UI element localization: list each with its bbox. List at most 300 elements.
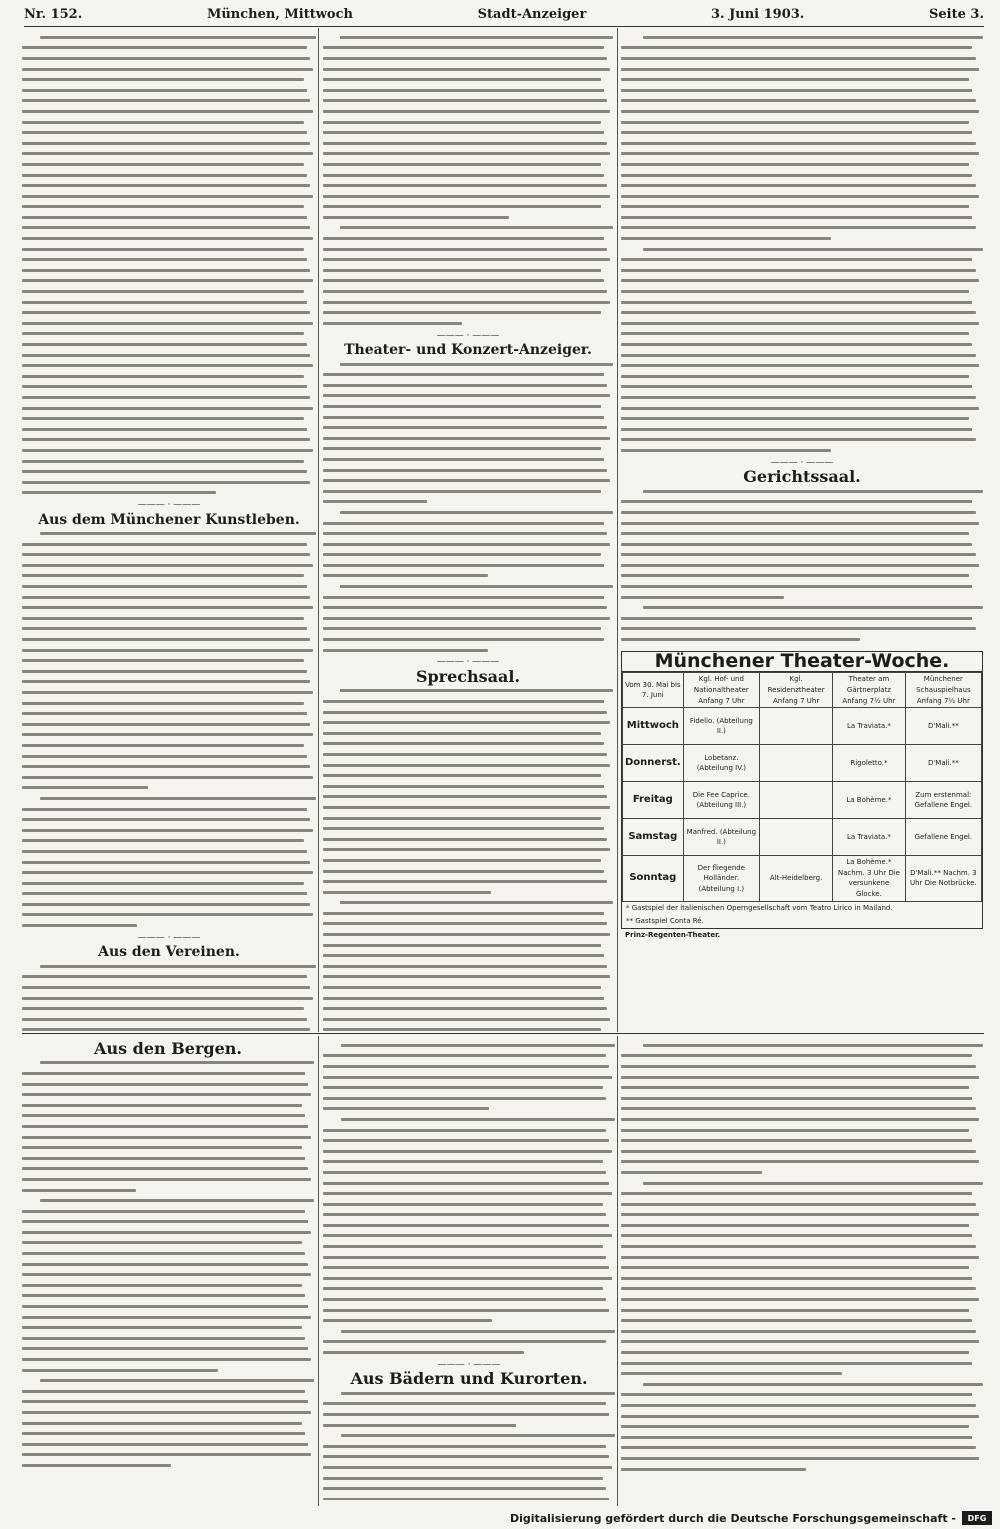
text-line — [22, 1407, 314, 1418]
text-line — [323, 159, 613, 170]
text-line — [621, 1390, 983, 1401]
text-line — [323, 1114, 615, 1125]
text-block — [621, 244, 983, 456]
text-line — [323, 717, 613, 728]
text-line — [621, 1326, 983, 1337]
text-line — [323, 781, 613, 792]
text-line — [621, 1411, 983, 1422]
text-line — [323, 265, 613, 276]
text-line — [621, 1305, 983, 1316]
text-line — [22, 666, 316, 677]
table-cell: La Bohème.* Nachm. 3 Uhr Die versunkene Glocke. — [833, 856, 906, 901]
text-line — [22, 846, 316, 857]
text-line — [323, 1473, 615, 1484]
text-line — [323, 369, 613, 380]
text-line — [323, 770, 613, 781]
text-line — [323, 1337, 615, 1348]
text-line — [621, 1464, 983, 1475]
text-line — [22, 993, 316, 1004]
text-line — [323, 539, 613, 550]
text-line — [22, 571, 316, 582]
separator: ——— · ——— — [137, 932, 201, 943]
text-line — [22, 539, 316, 550]
text-line — [22, 899, 316, 910]
text-line — [22, 1269, 314, 1280]
text-line — [22, 1195, 314, 1206]
text-line — [22, 1322, 314, 1333]
text-line — [621, 581, 983, 592]
text-line — [621, 1241, 983, 1252]
issue-number: Nr. 152. — [24, 6, 83, 22]
text-line — [621, 360, 983, 371]
text-line — [621, 318, 983, 329]
text-block — [22, 1195, 314, 1375]
text-line — [323, 1430, 615, 1441]
text-line — [22, 1100, 314, 1111]
text-line — [22, 360, 316, 371]
column-1 — [22, 32, 316, 1032]
text-line — [22, 1386, 314, 1397]
text-block — [323, 686, 613, 898]
text-line — [22, 1460, 314, 1471]
table-row — [623, 856, 982, 901]
text-line — [621, 1082, 983, 1093]
table-row — [623, 708, 982, 745]
text-line — [621, 1220, 983, 1231]
text-line — [621, 191, 983, 202]
text-line — [22, 836, 316, 847]
page-header — [24, 2, 984, 27]
text-line — [22, 1185, 314, 1196]
text-line — [323, 1014, 613, 1025]
text-line — [22, 920, 316, 931]
text-line — [22, 560, 316, 571]
text-block — [22, 528, 316, 793]
text-line — [323, 972, 613, 983]
theater-week-box — [621, 651, 983, 929]
text-line — [323, 898, 613, 909]
text-line — [323, 571, 613, 582]
text-line — [323, 1188, 615, 1199]
text-line — [621, 634, 983, 645]
text-line — [323, 297, 613, 308]
text-line — [621, 1273, 983, 1284]
text-line — [621, 127, 983, 138]
text-line — [22, 413, 316, 424]
issue-date: 3. Juni 1903. — [711, 6, 805, 22]
paper-name: Stadt-Anzeiger — [477, 6, 587, 22]
text-line — [22, 1003, 316, 1014]
text-line — [621, 53, 983, 64]
footnote: * Gastspiel der italienischen Operngesellschaft vom Teatro Lirico in Mailand. — [626, 903, 893, 912]
text-block — [323, 1114, 615, 1326]
text-line — [22, 159, 316, 170]
bottom-column-3 — [621, 1040, 983, 1500]
text-block — [323, 1388, 615, 1430]
text-line — [22, 265, 316, 276]
text-line — [22, 645, 316, 656]
separator: ——— · ——— — [770, 457, 834, 468]
footnote: ** Gastspiel Conta Ré. — [626, 916, 704, 925]
text-line — [323, 940, 613, 951]
text-line — [22, 825, 316, 836]
text-line — [22, 1439, 314, 1450]
text-line — [323, 1199, 615, 1210]
day-cell: Samstag — [623, 819, 684, 856]
text-block — [323, 581, 613, 655]
text-line — [22, 435, 316, 446]
text-line — [621, 435, 983, 446]
table-cell: Rigoletto.* — [833, 745, 906, 782]
text-line — [621, 32, 983, 43]
text-line — [621, 1284, 983, 1295]
text-line — [621, 339, 983, 350]
text-line — [323, 624, 613, 635]
text-block — [22, 1375, 314, 1470]
table-cell: La Traviata.* — [833, 708, 906, 745]
text-line — [621, 1125, 983, 1136]
table-cell: Lobetanz. (Abteilung IV.) — [683, 745, 759, 782]
text-line — [22, 276, 316, 287]
table-cell — [760, 708, 833, 745]
text-line — [323, 1315, 615, 1326]
text-line — [621, 1400, 983, 1411]
text-line — [323, 359, 613, 370]
text-line — [323, 1093, 615, 1104]
text-line — [323, 43, 613, 54]
text-line — [22, 117, 316, 128]
text-line — [22, 613, 316, 624]
text-line — [22, 972, 316, 983]
text-line — [22, 1397, 314, 1408]
text-line — [621, 212, 983, 223]
text-line — [323, 834, 613, 845]
text-line — [22, 297, 316, 308]
text-line — [22, 466, 316, 477]
text-line — [621, 307, 983, 318]
theater-week-table — [622, 672, 982, 901]
text-line — [22, 1089, 314, 1100]
text-line — [323, 1262, 615, 1273]
text-line — [22, 1121, 314, 1132]
text-line — [621, 85, 983, 96]
text-line — [323, 528, 613, 539]
text-line — [323, 1220, 615, 1231]
prinzregenten-notice: Prinz-Regenten-Theater. — [625, 930, 721, 939]
text-line — [323, 85, 613, 96]
text-line — [22, 624, 316, 635]
text-line — [22, 793, 316, 804]
text-line — [22, 1174, 314, 1185]
text-line — [621, 518, 983, 529]
text-line — [22, 708, 316, 719]
text-line — [323, 96, 613, 107]
text-line — [22, 1238, 314, 1249]
day-cell: Mittwoch — [623, 708, 684, 745]
text-block — [621, 1379, 983, 1474]
text-block — [323, 1430, 615, 1500]
text-line — [22, 339, 316, 350]
text-block — [621, 602, 983, 644]
text-line — [621, 1252, 983, 1263]
text-line — [22, 772, 316, 783]
text-line — [22, 212, 316, 223]
text-line — [621, 1104, 983, 1115]
text-line — [22, 223, 316, 234]
text-line — [621, 254, 983, 265]
day-cell: Freitag — [623, 782, 684, 819]
text-line — [22, 814, 316, 825]
text-line — [22, 1365, 314, 1376]
text-line — [323, 1210, 615, 1221]
text-line — [621, 413, 983, 424]
text-line — [323, 444, 613, 455]
text-line — [621, 350, 983, 361]
text-line — [323, 645, 613, 656]
text-line — [22, 1079, 314, 1090]
text-line — [323, 1399, 615, 1410]
text-line — [323, 855, 613, 866]
text-line — [323, 1273, 615, 1284]
text-line — [22, 32, 316, 43]
text-line — [323, 1061, 615, 1072]
digitization-footer — [510, 1511, 992, 1525]
text-line — [323, 908, 613, 919]
text-line — [621, 560, 983, 571]
table-cell: Gefallene Engel. — [905, 819, 981, 856]
text-line — [22, 1025, 316, 1032]
text-line — [323, 602, 613, 613]
text-block — [323, 1040, 615, 1114]
text-line — [323, 1082, 615, 1093]
text-line — [323, 760, 613, 771]
text-line — [323, 1135, 615, 1146]
text-line — [323, 613, 613, 624]
separator: ——— · ——— — [137, 500, 201, 511]
text-line — [323, 286, 613, 297]
text-line — [323, 380, 613, 391]
table-header: Vom 30. Mai bis 7. Juni — [623, 673, 684, 708]
text-line — [323, 32, 613, 43]
table-cell — [760, 745, 833, 782]
text-line — [22, 233, 316, 244]
text-line — [22, 857, 316, 868]
text-line — [323, 1040, 615, 1051]
text-line — [621, 233, 983, 244]
text-line — [323, 982, 613, 993]
text-line — [621, 96, 983, 107]
text-line — [22, 1153, 314, 1164]
table-header: Kgl. Residenztheater Anfang 7 Uhr — [760, 673, 833, 708]
text-line — [621, 149, 983, 160]
text-line — [621, 74, 983, 85]
text-line — [621, 297, 983, 308]
text-line — [621, 1315, 983, 1326]
text-block — [22, 961, 316, 1032]
text-line — [323, 53, 613, 64]
text-block — [22, 1058, 314, 1196]
text-line — [323, 117, 613, 128]
text-block — [621, 486, 983, 603]
text-line — [22, 53, 316, 64]
text-line — [323, 254, 613, 265]
text-line — [323, 223, 613, 234]
text-block — [621, 1040, 983, 1178]
text-line — [22, 202, 316, 213]
text-line — [323, 1294, 615, 1305]
text-line — [323, 802, 613, 813]
heading-bergen: Aus den Bergen. — [94, 1040, 242, 1058]
separator: ——— · ——— — [436, 330, 500, 341]
text-line — [621, 202, 983, 213]
text-line — [22, 1132, 314, 1143]
text-line — [22, 191, 316, 202]
column-2 — [323, 32, 613, 1032]
text-line — [621, 1061, 983, 1072]
text-line — [621, 1294, 983, 1305]
text-line — [22, 1428, 314, 1439]
text-line — [621, 1135, 983, 1146]
text-line — [621, 1432, 983, 1443]
column-3 — [621, 32, 983, 1032]
text-line — [621, 1178, 983, 1189]
text-line — [22, 550, 316, 561]
table-header: Theater am Gärtnerplatz Anfang 7½ Uhr — [833, 673, 906, 708]
text-line — [22, 254, 316, 265]
separator: ——— · ——— — [436, 657, 500, 668]
table-header: Münchener Schauspielhaus Anfang 7½ Uhr — [905, 673, 981, 708]
bottom-column-1 — [22, 1040, 314, 1500]
text-line — [323, 866, 613, 877]
text-line — [621, 106, 983, 117]
text-line — [621, 1146, 983, 1157]
text-line — [323, 465, 613, 476]
text-line — [22, 677, 316, 688]
text-line — [323, 475, 613, 486]
table-row — [623, 745, 982, 782]
text-line — [621, 138, 983, 149]
text-line — [22, 655, 316, 666]
text-line — [22, 170, 316, 181]
text-line — [323, 634, 613, 645]
day-cell: Sonntag — [623, 856, 684, 901]
text-line — [621, 1368, 983, 1379]
text-line — [323, 422, 613, 433]
text-line — [22, 350, 316, 361]
text-line — [323, 1178, 615, 1189]
table-cell: Alt-Heidelberg. — [760, 856, 833, 901]
text-line — [22, 456, 316, 467]
text-line — [22, 180, 316, 191]
text-line — [22, 1375, 314, 1386]
text-line — [621, 392, 983, 403]
text-line — [323, 707, 613, 718]
text-block — [323, 32, 613, 223]
column-rule — [617, 1036, 618, 1506]
text-line — [323, 1305, 615, 1316]
text-line — [323, 74, 613, 85]
column-rule — [617, 28, 618, 1032]
text-line — [323, 1462, 615, 1473]
text-line — [323, 823, 613, 834]
text-line — [22, 878, 316, 889]
text-line — [22, 1280, 314, 1291]
heading-sprechsaal: Sprechsaal. — [415, 667, 521, 687]
table-cell — [760, 819, 833, 856]
bottom-column-2 — [323, 1040, 615, 1500]
text-line — [621, 265, 983, 276]
text-line — [323, 950, 613, 961]
text-block — [323, 507, 613, 581]
text-line — [22, 910, 316, 921]
text-line — [621, 1379, 983, 1390]
text-line — [22, 1058, 314, 1069]
text-line — [323, 919, 613, 930]
text-line — [621, 1347, 983, 1358]
text-line — [323, 307, 613, 318]
text-line — [323, 1388, 615, 1399]
text-line — [323, 560, 613, 571]
text-line — [621, 170, 983, 181]
table-cell: La Bohème.* — [833, 782, 906, 819]
text-line — [621, 1114, 983, 1125]
text-line — [22, 528, 316, 539]
text-line — [22, 1164, 314, 1175]
text-line — [323, 191, 613, 202]
text-line — [323, 1104, 615, 1115]
text-line — [22, 581, 316, 592]
text-line — [323, 581, 613, 592]
text-line — [323, 550, 613, 561]
text-line — [621, 486, 983, 497]
text-line — [323, 1072, 615, 1083]
text-block — [621, 32, 983, 244]
text-line — [621, 403, 983, 414]
text-line — [323, 961, 613, 972]
text-line — [323, 845, 613, 856]
text-line — [22, 1344, 314, 1355]
table-cell: Fidelio. (Abteilung II.) — [683, 708, 759, 745]
table-cell: D'Mali.** — [905, 745, 981, 782]
footer-text: Digitalisierung gefördert durch die Deutsche Forschungsgemeinschaft - — [509, 1511, 956, 1525]
text-line — [323, 1231, 615, 1242]
text-block — [323, 898, 613, 1033]
text-line — [323, 401, 613, 412]
text-line — [621, 1443, 983, 1454]
text-line — [323, 1051, 615, 1062]
text-line — [621, 276, 983, 287]
text-line — [22, 687, 316, 698]
text-line — [621, 1231, 983, 1242]
text-line — [323, 1452, 615, 1463]
text-line — [22, 382, 316, 393]
text-line — [323, 1025, 613, 1032]
text-line — [22, 244, 316, 255]
text-line — [22, 371, 316, 382]
text-line — [323, 1241, 615, 1252]
text-line — [22, 1142, 314, 1153]
text-line — [323, 212, 613, 223]
text-line — [22, 1450, 314, 1461]
heading-gerichtssaal: Gerichtssaal. — [743, 467, 861, 487]
table-cell: Manfred. (Abteilung II.) — [683, 819, 759, 856]
text-line — [22, 751, 316, 762]
text-line — [621, 613, 983, 624]
text-line — [323, 739, 613, 750]
text-line — [323, 391, 613, 402]
column-rule — [318, 28, 319, 1032]
text-line — [22, 392, 316, 403]
